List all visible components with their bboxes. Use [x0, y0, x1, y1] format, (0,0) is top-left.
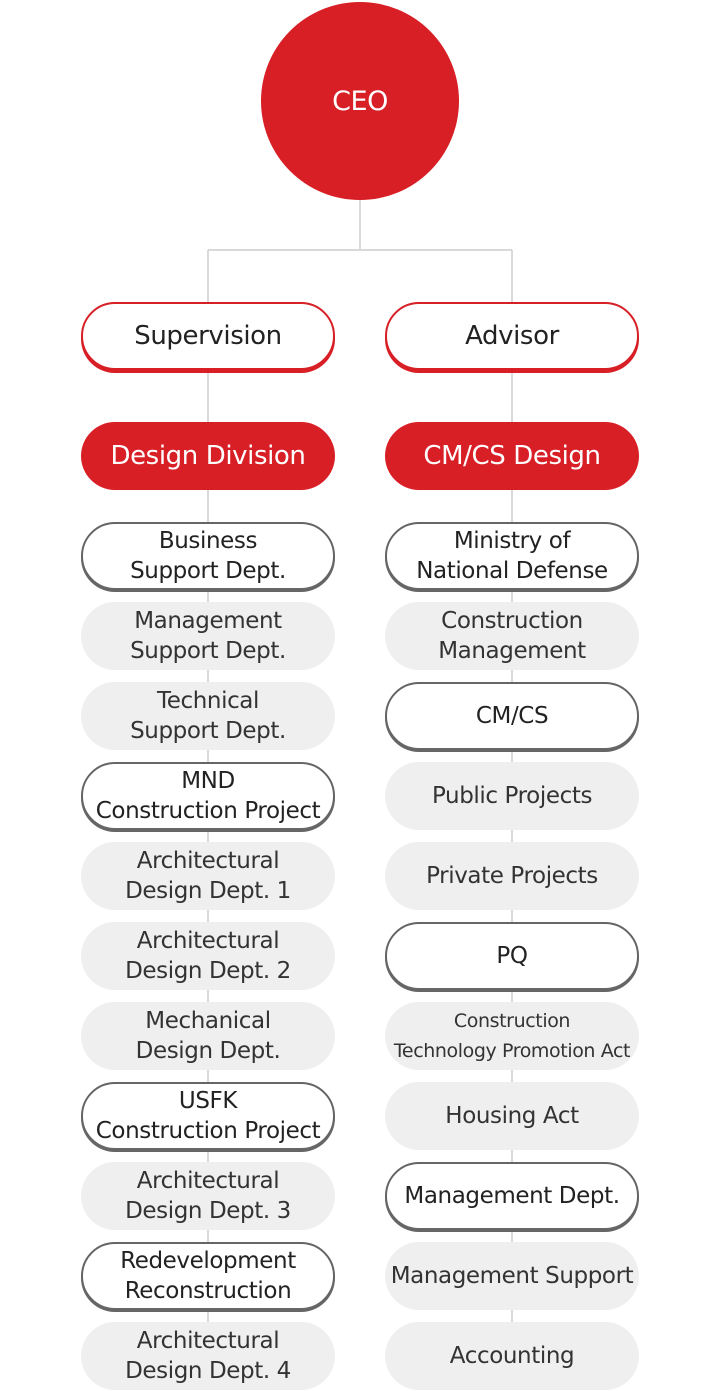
cmcs-design-node: CM/CS Design: [385, 422, 639, 490]
branch-connector: [208, 249, 512, 251]
right-node-accounting: Accounting: [385, 1322, 639, 1390]
left-node-management-support: Management Support Dept.: [81, 602, 335, 670]
right-node-cmcs: CM/CS: [385, 682, 639, 750]
right-node-pq: PQ: [385, 922, 639, 990]
left-node-technical-support: Technical Support Dept.: [81, 682, 335, 750]
left-node-usfk-project: USFK Construction Project: [81, 1082, 335, 1150]
ceo-label: CEO: [332, 85, 388, 117]
right-node-management-support: Management Support: [385, 1242, 639, 1310]
supervision-node: Supervision: [81, 302, 335, 370]
ceo-connector: [359, 200, 361, 250]
right-node-construction-management: Construction Management: [385, 602, 639, 670]
left-node-arch-dept-2: Architectural Design Dept. 2: [81, 922, 335, 990]
left-node-mechanical-dept: Mechanical Design Dept.: [81, 1002, 335, 1070]
left-node-business-support: Business Support Dept.: [81, 522, 335, 590]
right-node-private-projects: Private Projects: [385, 842, 639, 910]
left-node-mnd-project: MND Construction Project: [81, 762, 335, 830]
advisor-node: Advisor: [385, 302, 639, 370]
left-node-arch-dept-3: Architectural Design Dept. 3: [81, 1162, 335, 1230]
right-node-tech-promotion-act: Construction Technology Promotion Act: [385, 1002, 639, 1070]
right-node-housing-act: Housing Act: [385, 1082, 639, 1150]
right-node-mnd: Ministry of National Defense: [385, 522, 639, 590]
right-node-management-dept: Management Dept.: [385, 1162, 639, 1230]
right-node-public-projects: Public Projects: [385, 762, 639, 830]
ceo-node: [261, 2, 459, 200]
design-division-node: Design Division: [81, 422, 335, 490]
left-node-arch-dept-1: Architectural Design Dept. 1: [81, 842, 335, 910]
left-node-arch-dept-4: Architectural Design Dept. 4: [81, 1322, 335, 1390]
left-node-redevelopment: Redevelopment Reconstruction: [81, 1242, 335, 1310]
